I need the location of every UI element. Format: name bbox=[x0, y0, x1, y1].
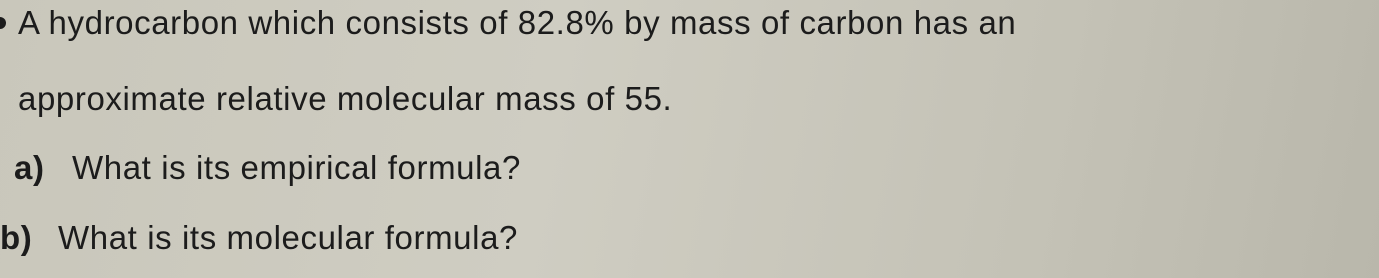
part-b-text: What is its molecular formula? bbox=[58, 219, 518, 256]
question-part-b bbox=[0, 218, 518, 258]
part-a-text: What is its empirical formula? bbox=[72, 149, 521, 186]
part-a-label: a) bbox=[14, 149, 45, 186]
question-stem-line-2: approximate relative molecular mass of 55. bbox=[18, 80, 673, 117]
question-stem-line-1: A hydrocarbon which consists of 82.8% by mass of carbon has an bbox=[18, 4, 1017, 41]
part-b-label: b) bbox=[0, 219, 33, 256]
question-part-a bbox=[14, 148, 521, 188]
bullet-icon bbox=[0, 17, 6, 29]
